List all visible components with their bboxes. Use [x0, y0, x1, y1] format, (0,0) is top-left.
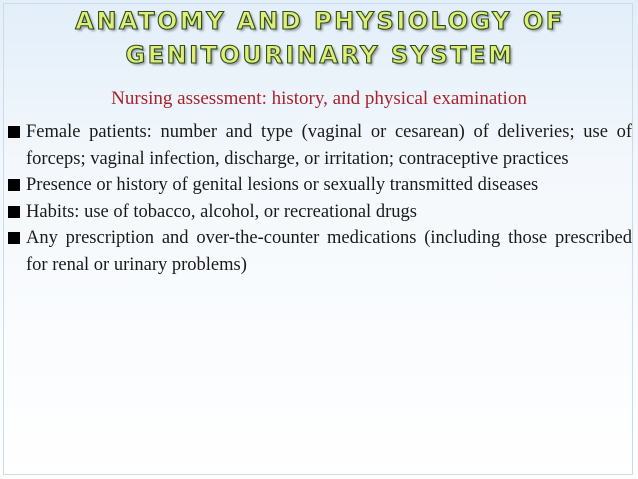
bullet-item [8, 172, 632, 199]
slide-title: ANATOMY AND PHYSIOLOGY OF GENITOURINARY SYSTEM [75, 7, 565, 69]
bullet-item [8, 119, 632, 172]
bullet-text: Female patients: number and type (vaginal or cesarean) of deliveries; use of forceps; vaginal infection, discharge, or irritation; contraceptive practices [26, 122, 632, 169]
square-bullet-icon [8, 232, 20, 244]
bullet-text: Any prescription and over-the-counter medications (including those prescribed for renal or urinary problems) [26, 228, 632, 275]
square-bullet-icon [8, 179, 20, 191]
bullet-list [8, 119, 632, 278]
bullet-text: Presence or history of genital lesions or sexually transmitted diseases [26, 175, 539, 195]
bullet-item [8, 225, 632, 278]
bullet-item [8, 199, 632, 226]
square-bullet-icon [8, 206, 20, 218]
square-bullet-icon [8, 126, 20, 138]
bullet-text: Habits: use of tobacco, alcohol, or recreational drugs [26, 201, 417, 222]
slide-subtitle: Nursing assessment: history, and physical examination [111, 88, 527, 109]
